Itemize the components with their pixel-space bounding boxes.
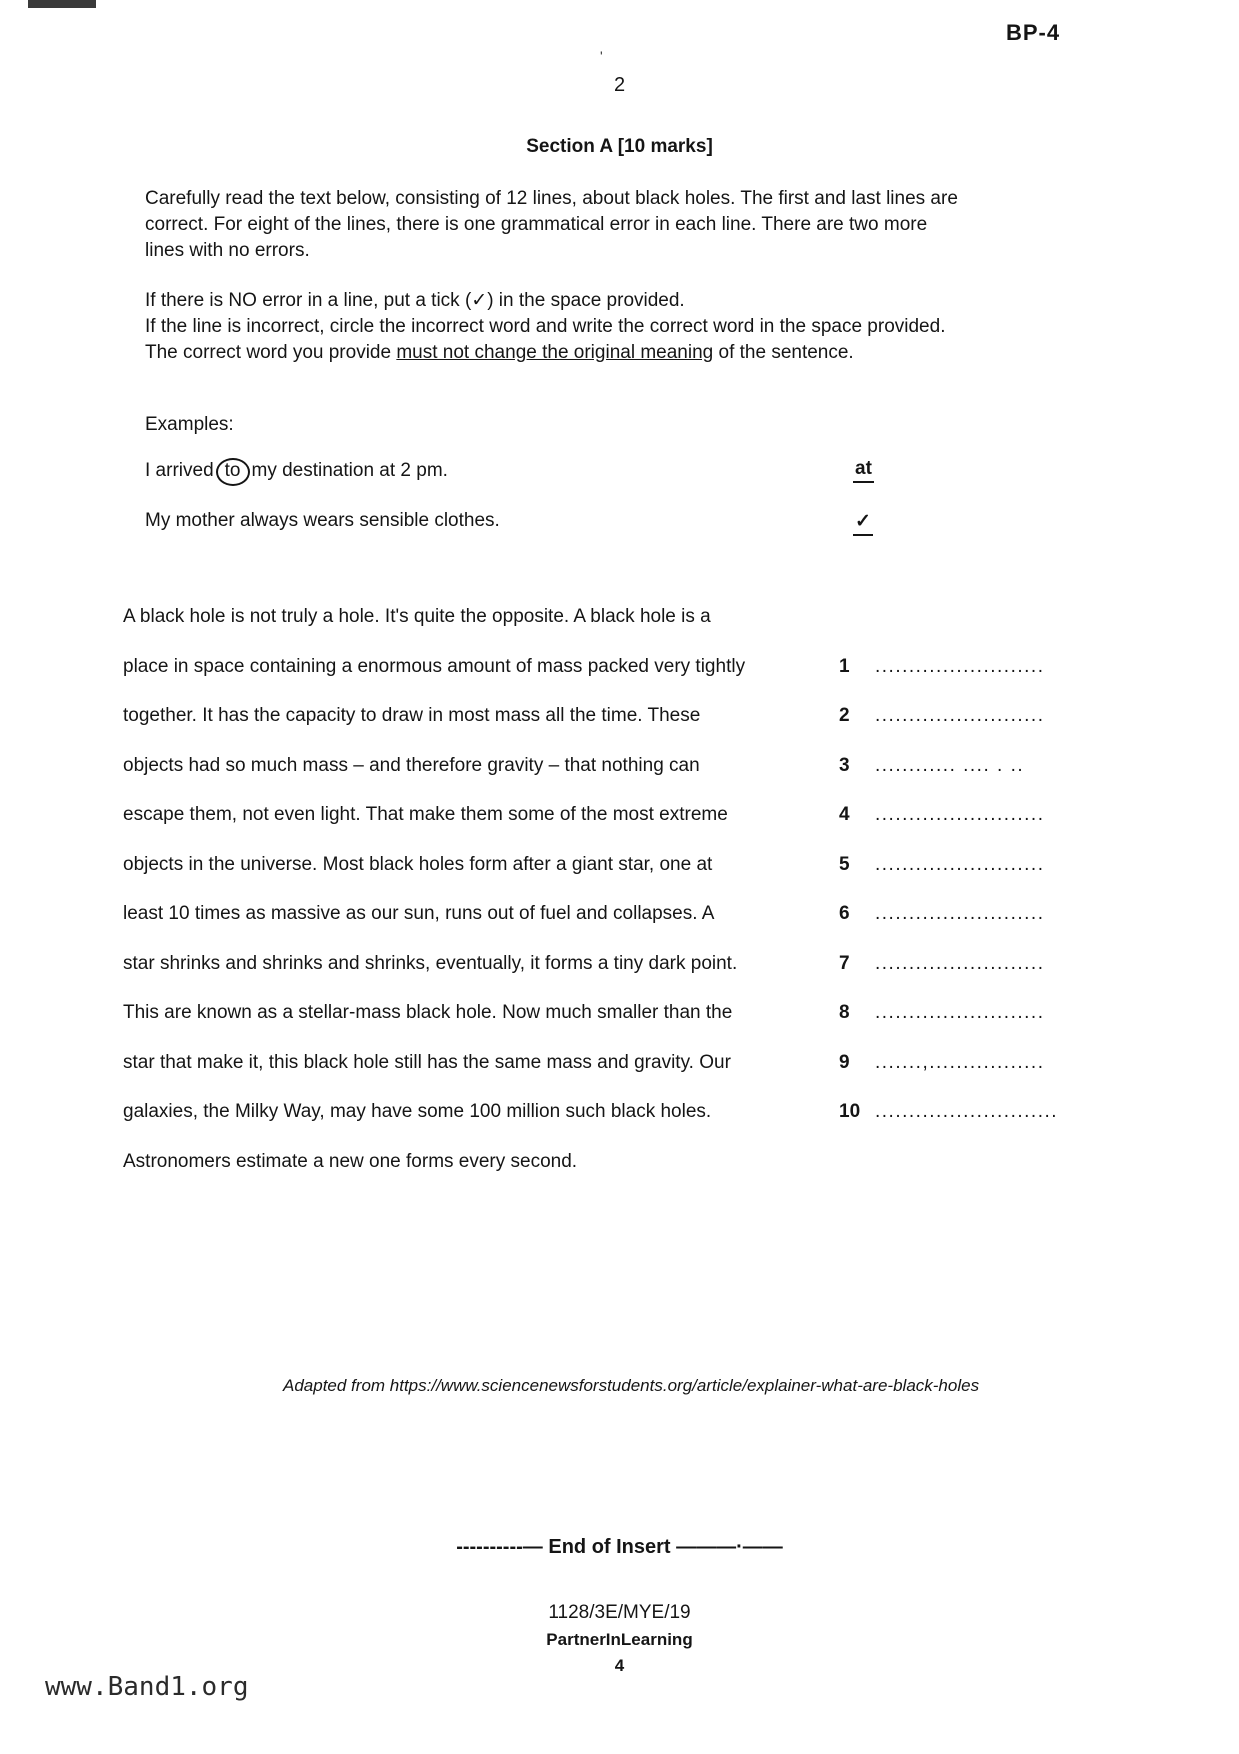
passage-line-text: A black hole is not truly a hole. It's quite the opposite. A black hole is a — [123, 606, 711, 627]
passage-line — [123, 804, 1103, 854]
end-of-insert — [0, 1536, 1239, 1559]
instruction-correction-line — [145, 314, 969, 366]
answer-blank[interactable]: ......................... — [875, 1002, 1045, 1023]
passage-line-text: star that make it, this black hole still has the same mass and gravity. Our — [123, 1051, 731, 1073]
answer-blank[interactable]: ......................... — [875, 952, 1045, 974]
answer-blank[interactable]: ......................... — [875, 705, 1045, 726]
passage-line-text: together. It has the capacity to draw in most mass all the time. These — [123, 705, 701, 726]
instructions-paragraph-2 — [145, 288, 969, 366]
passage-line — [123, 705, 1103, 755]
line-number: 8 — [839, 1002, 850, 1023]
line-number: 1 — [839, 655, 850, 677]
example-1-answer: at — [853, 458, 874, 483]
passage-line — [123, 656, 1103, 706]
instruction-underlined: must not change the original meaning — [396, 342, 714, 363]
passage-line-text: galaxies, the Milky Way, may have some 100 million such black holes. — [123, 1101, 712, 1122]
passage-line — [123, 1151, 1103, 1201]
instructions-paragraph-1: Carefully read the text below, consisting of 12 lines, about black holes. The first and last lines are correct. For eight of the lines, there is one grammatical error in each line. There are two more lines with no errors. — [145, 188, 958, 261]
section-title: Section A [10 marks] — [526, 136, 713, 157]
answer-blank[interactable]: ............ .... . .. — [875, 754, 1025, 776]
example-1-pre: I arrived — [145, 460, 214, 481]
line-number: 5 — [839, 853, 850, 875]
line-number: 7 — [839, 952, 850, 974]
passage-line — [123, 1101, 1103, 1151]
passage-line — [123, 854, 1103, 904]
scan-artifact-bar — [28, 0, 96, 8]
passage-line-text: Astronomers estimate a new one forms every second. — [123, 1150, 578, 1172]
website-watermark: www.Band1.org — [45, 1672, 249, 1702]
passage-line-text: This are known as a stellar-mass black hole. Now much smaller than the — [123, 1002, 733, 1023]
end-of-insert-label: End of Insert — [548, 1536, 671, 1558]
example-row-2 — [145, 510, 885, 532]
line-number: 6 — [839, 903, 850, 924]
answer-blank[interactable]: .......,................. — [875, 1051, 1045, 1073]
example-2-text: My mother always wears sensible clothes. — [145, 510, 500, 531]
partner-in-learning: PartnerInLearning — [546, 1630, 693, 1649]
passage-line-text: least 10 times as massive as our sun, runs out of fuel and collapses. A — [123, 903, 715, 924]
answer-blank[interactable]: ......................... — [875, 804, 1045, 825]
line-number: 3 — [839, 754, 850, 776]
line-number: 4 — [839, 804, 850, 825]
instruction-tick-line: If there is NO error in a line, put a tick (✓) in the space provided. — [145, 290, 685, 311]
end-dash-left: ----------— — [456, 1536, 549, 1558]
paper-code: 1128/3E/MYE/19 — [548, 1602, 691, 1623]
passage-line-text: star shrinks and shrinks and shrinks, eventually, it forms a tiny dark point. — [123, 952, 738, 974]
instruction-post: of the sentence. — [713, 342, 854, 363]
passage-line-text: escape them, not even light. That make them some of the most extreme — [123, 804, 728, 825]
passage-line — [123, 953, 1103, 1003]
answer-blank[interactable]: ......................... — [875, 655, 1045, 677]
end-dash-right: ———·—— — [670, 1536, 783, 1558]
passage-line — [123, 903, 1103, 953]
example-1-post: my destination at 2 pm. — [251, 460, 448, 481]
instruction-pre: If the line is incorrect, circle the incorrect word and write the correct word in the space provided. The correct word you provide — [145, 316, 946, 363]
answer-blank[interactable]: ......................... — [875, 853, 1045, 875]
bp-code: BP-4 — [1006, 20, 1061, 45]
example-row-1 — [145, 458, 885, 486]
passage-line-text: objects had so much mass – and therefore gravity – that nothing can — [123, 754, 700, 776]
source-attribution: Adapted from https://www.sciencenewsforstudents.org/article/explainer-what-are-black-holes — [283, 1376, 980, 1395]
passage-line — [123, 1052, 1103, 1102]
passage — [123, 606, 1103, 1200]
passage-line — [123, 1002, 1103, 1052]
page-number-top: 2 — [613, 74, 626, 96]
line-number: 2 — [839, 705, 850, 726]
examples-label: Examples: — [145, 414, 234, 435]
passage-line — [123, 755, 1103, 805]
line-number: 9 — [839, 1051, 850, 1073]
line-number: 10 — [839, 1101, 861, 1122]
example-1-circled-word: to — [216, 458, 250, 486]
passage-line-text: place in space containing a enormous amount of mass packed very tightly — [123, 655, 746, 677]
passage-line — [123, 606, 1103, 656]
scan-speck: ' — [600, 48, 603, 64]
passage-line-text: objects in the universe. Most black holes form after a giant star, one at — [123, 853, 713, 875]
page-number-bottom: 4 — [614, 1656, 625, 1675]
example-2-answer: ✓ — [853, 510, 873, 536]
answer-blank[interactable]: ........................... — [875, 1101, 1059, 1122]
answer-blank[interactable]: ......................... — [875, 903, 1045, 924]
